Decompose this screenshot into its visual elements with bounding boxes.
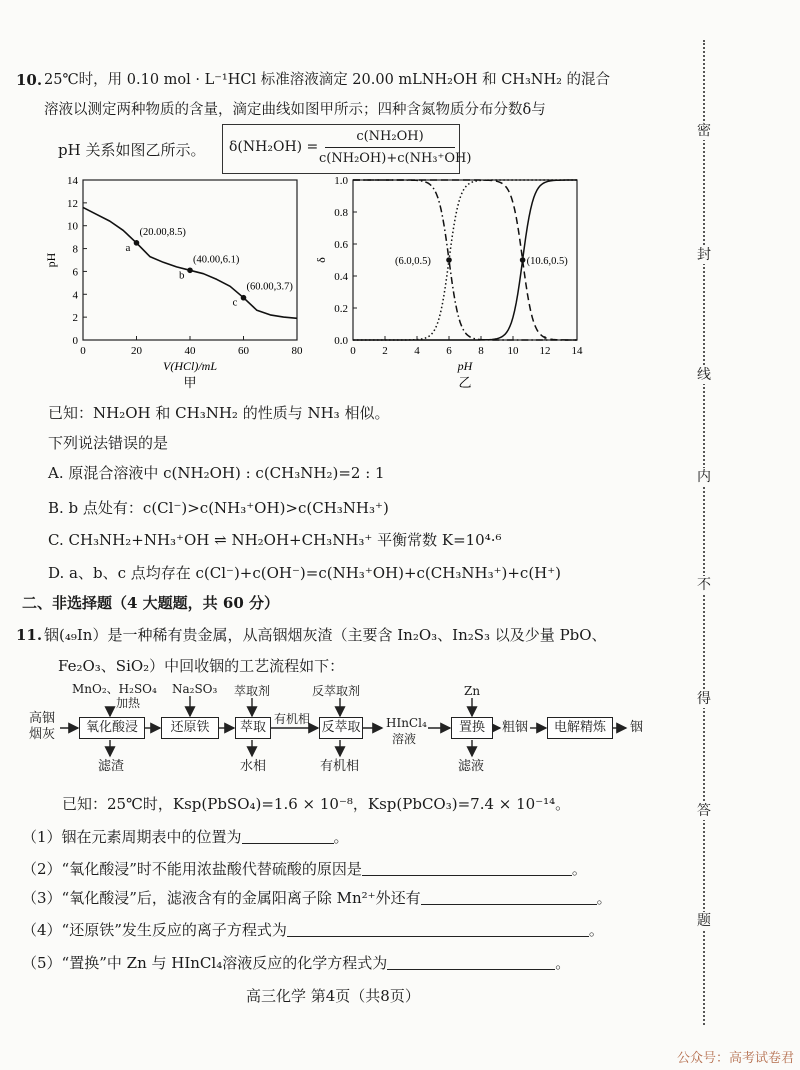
y-tick-label: 8 (72, 243, 78, 256)
y-tick-label: 4 (72, 289, 78, 302)
y-tick-label: 14 (67, 175, 78, 187)
flow-step: 置换 (451, 717, 493, 739)
seal-char: 封 (694, 246, 714, 264)
page-footer: 高三化学 第4页（共8页） (246, 987, 420, 1005)
option-c: C. CH₃NH₂+NH₃⁺OH ⇌ NH₂OH+CH₃NH₃⁺ 平衡常数 K=10⁴·⁶ (48, 531, 502, 549)
seal-char: 线 (694, 366, 714, 384)
question-text: （2）“氧化酸浸”时不能用浓盐酸代替硫酸的原因是 (22, 860, 362, 878)
flow-step: 电解精炼 (547, 717, 613, 739)
seal-dotted-line (703, 40, 705, 1025)
flow-start: 烟灰 (29, 727, 56, 742)
answer-blank[interactable] (387, 953, 555, 970)
flow-step: 还原铁 (161, 717, 219, 739)
flow-reagent: 萃取剂 (234, 684, 271, 698)
period: 。 (588, 921, 604, 939)
y-tick-label: 1.0 (334, 175, 348, 187)
flow-step: 萃取 (235, 717, 271, 739)
y-tick-label: 0.0 (334, 335, 348, 347)
known-info: 已知：NH₂OH 和 CH₃NH₂ 的性质与 NH₃ 相似。 (48, 404, 390, 422)
watermark: 公众号：高考试卷君 (676, 1051, 794, 1066)
point-marker (520, 257, 526, 263)
flow-output: 滤渣 (98, 759, 125, 774)
point-label: c (232, 296, 238, 309)
y-tick-label: 0 (72, 335, 78, 347)
question-text: 25℃时，用 0.10 mol · L⁻¹HCl 标准溶液滴定 20.00 mLNH₂OH 和 CH₃NH₂ 的混合 (44, 72, 611, 88)
sub-question-3 (22, 888, 612, 908)
flow-step: 反萃取 (319, 717, 363, 739)
option-a: A. 原混合溶液中 c(NH₂OH) : c(CH₃NH₂)=2 : 1 (48, 464, 385, 482)
x-tick-label: 8 (478, 345, 484, 357)
period: 。 (333, 828, 349, 846)
flow-start: 高铟 (29, 711, 56, 726)
delta-formula (222, 124, 472, 174)
question-text: 铟(₄₉In）是一种稀有贵金属，从高铟烟灰渣（主要含 In₂O₃、In₂S₃ 以及少量 PbO、 (44, 626, 607, 644)
flow-reagent: Na₂SO₃ (172, 682, 218, 696)
flow-end: 铟 (630, 720, 644, 735)
option-d: D. a、b、c 点均存在 c(Cl⁻)+c(OH⁻)=c(NH₃⁺OH)+c(CH₃NH₃⁺)+c(H⁺) (48, 564, 562, 582)
flow-intermediate: HInCl₄ (386, 716, 427, 730)
period: 。 (596, 889, 612, 907)
x-tick-label: 4 (414, 345, 420, 357)
seal-char: 得 (694, 690, 714, 708)
question-text: （1）铟在元素周期表中的位置为 (22, 828, 242, 846)
flow-reagent: MnO₂、H₂SO₄ (72, 682, 157, 696)
y-axis-label: δ (314, 257, 328, 263)
section-heading: 二、非选择题（4 大题题，共 60 分） (22, 594, 279, 612)
point-marker (187, 267, 193, 273)
point-label: b (179, 269, 185, 282)
flow-intermediate: 粗铟 (502, 720, 529, 735)
answer-blank[interactable] (242, 827, 334, 844)
period: 。 (571, 860, 587, 878)
formula-numerator: c(NH₂OH) (356, 129, 424, 144)
question-text: （3）“氧化酸浸”后，滤液含有的金属阳离子除 Mn²⁺外还有 (22, 889, 421, 907)
x-tick-label: 2 (382, 345, 388, 357)
question-text: Fe₂O₃、SiO₂）中回收铟的工艺流程如下： (58, 657, 345, 675)
question-number: 10. (16, 71, 43, 89)
x-tick-label: 20 (131, 345, 142, 357)
seal-char: 题 (694, 912, 714, 930)
point-marker (134, 240, 140, 246)
x-axis-label: V(HCl)/mL (163, 359, 217, 373)
flow-output: 有机相 (320, 759, 360, 774)
y-tick-label: 0.8 (334, 207, 348, 219)
point-coordinate: (20.00,8.5) (139, 226, 186, 238)
flow-output: 滤液 (458, 759, 485, 774)
question-text: （5）“置换”中 Zn 与 HInCl₄溶液反应的化学方程式为 (22, 954, 388, 972)
fraction-bar (325, 147, 455, 148)
y-tick-label: 2 (72, 312, 78, 325)
x-tick-label: 14 (571, 345, 583, 357)
point-coordinate: (6.0,0.5) (395, 256, 431, 267)
answer-blank[interactable] (287, 920, 589, 937)
seal-char: 答 (694, 802, 714, 820)
x-tick-label: 0 (350, 345, 356, 357)
x-tick-label: 6 (446, 345, 452, 357)
flow-step: 氧化酸浸 (79, 717, 145, 739)
point-coordinate: (40.00,6.1) (193, 254, 240, 266)
x-tick-label: 60 (238, 345, 249, 357)
flow-reagent: 反萃取剂 (312, 684, 361, 698)
x-tick-label: 10 (507, 345, 519, 357)
question-number: 11. (16, 626, 43, 644)
sub-question-5 (22, 953, 570, 973)
flow-reagent: 加热 (116, 696, 141, 710)
y-tick-label: 12 (67, 197, 78, 210)
formula-denominator: c(NH₂OH)+c(NH₃⁺OH) (319, 151, 472, 166)
seal-char: 密 (694, 122, 714, 140)
seal-char: 内 (694, 468, 714, 486)
question-text: （4）“还原铁”发生反应的离子方程式为 (22, 921, 287, 939)
question-stem: 下列说法错误的是 (48, 434, 169, 452)
answer-blank[interactable] (362, 859, 572, 876)
sub-question-2 (22, 859, 587, 879)
x-tick-label: 80 (291, 345, 303, 357)
sub-question-1 (22, 827, 349, 847)
x-axis-label: pH (457, 359, 473, 373)
y-tick-label: 6 (72, 266, 78, 279)
y-tick-label: 0.6 (334, 239, 348, 251)
y-tick-label: 0.4 (334, 271, 348, 283)
flow-intermediate: 有机相 (274, 712, 311, 726)
titration-curve (83, 207, 297, 318)
titration-chart (40, 172, 320, 402)
x-tick-label: 12 (539, 345, 551, 357)
formula-lhs: δ(NH₂OH) = (229, 139, 319, 155)
plot-frame (83, 180, 297, 340)
answer-blank[interactable] (421, 888, 597, 905)
y-tick-label: 10 (67, 220, 78, 233)
flow-reagent: Zn (464, 684, 481, 698)
option-b: B. b 点处有：c(Cl⁻)>c(NH₃⁺OH)>c(CH₃NH₃⁺) (48, 499, 389, 517)
point-label: a (125, 241, 131, 254)
sub-question-4 (22, 920, 604, 940)
x-tick-label: 0 (80, 345, 86, 357)
period: 。 (555, 954, 571, 972)
point-marker (446, 257, 452, 263)
chart-caption: 甲 (183, 375, 197, 390)
y-axis-label: pH (44, 252, 58, 268)
question-text: 溶液以测定两种物质的含量，滴定曲线如图甲所示；四种含氮物质分布分数δ与 (44, 102, 546, 118)
point-marker (241, 295, 247, 301)
point-coordinate: (10.6,0.5) (526, 256, 568, 267)
distribution-chart (314, 172, 600, 402)
y-tick-label: 0.2 (334, 303, 348, 315)
question-text: pH 关系如图乙所示。 (58, 141, 206, 159)
known-info: 已知：25℃时，Ksp(PbSO₄)=1.6 × 10⁻⁸，Ksp(PbCO₃)=7.4 × 10⁻¹⁴。 (62, 795, 571, 813)
chart-caption: 乙 (458, 375, 472, 390)
seal-char: 不 (694, 576, 714, 594)
flow-output: 水相 (240, 759, 267, 774)
point-coordinate: (60.00,3.7) (246, 281, 293, 293)
flow-intermediate: 溶液 (392, 732, 417, 746)
x-tick-label: 40 (184, 345, 196, 357)
